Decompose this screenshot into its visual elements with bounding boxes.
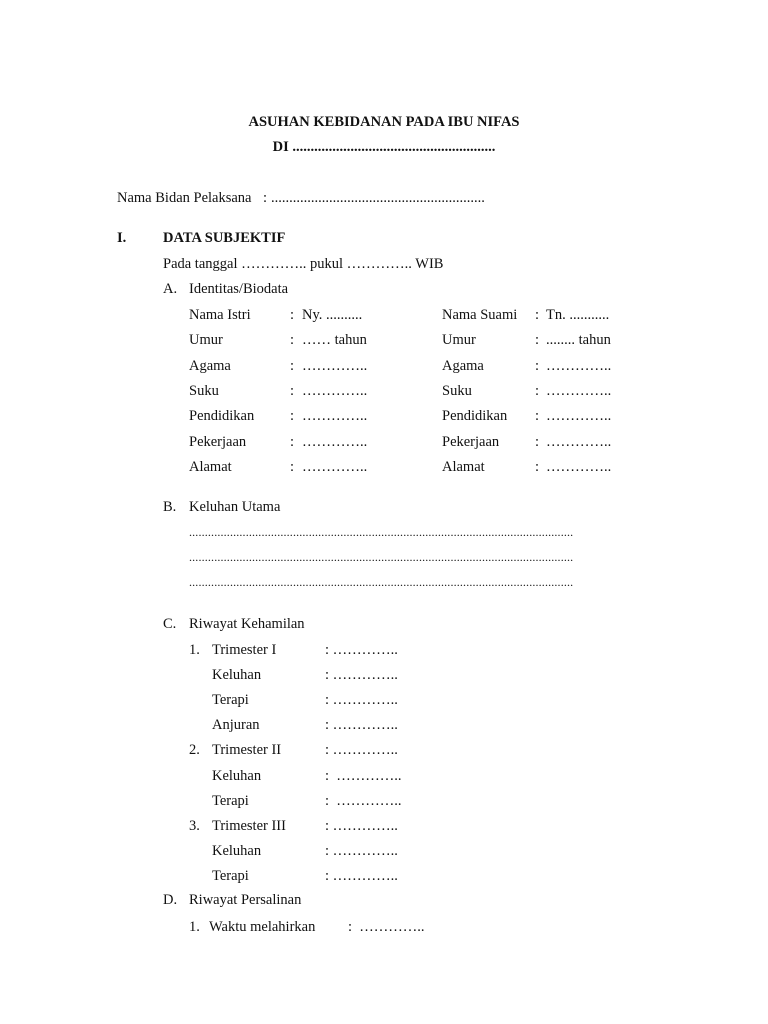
field-separator: : — [290, 307, 295, 323]
pregnancy-field-label: Anjuran — [212, 717, 260, 734]
husband-field-label: Suku — [442, 382, 472, 399]
delivery-item-number: 1. — [189, 919, 200, 935]
husband-field-label: Nama Suami — [442, 307, 518, 323]
wife-field-value: …… tahun — [302, 332, 367, 349]
midwife-label: Nama Bidan Pelaksana — [117, 190, 252, 206]
husband-field-label: Alamat — [442, 458, 485, 475]
field-separator: : — [535, 332, 540, 349]
field-separator: : — [290, 458, 295, 475]
field-separator: : — [535, 357, 540, 374]
midwife-sep: : — [263, 190, 268, 206]
pregnancy-field-label: Trimester III — [212, 817, 286, 834]
husband-field-value: ………….. — [546, 458, 612, 475]
trimester-number: 2. — [189, 742, 200, 759]
subsection-d-title: Riwayat Persalinan — [189, 892, 302, 908]
subsection-a-title: Identitas/Biodata — [189, 281, 289, 297]
pregnancy-field-label: Terapi — [212, 867, 249, 884]
field-separator: : — [290, 433, 295, 450]
field-separator: : — [535, 382, 540, 399]
subsection-c-letter: C. — [163, 616, 177, 632]
pregnancy-field-value: : ………….. — [325, 692, 398, 709]
field-separator: : — [290, 382, 295, 399]
husband-field-label: Pendidikan — [442, 408, 508, 425]
husband-field-value: ………….. — [546, 382, 612, 399]
trimester-number: 3. — [189, 817, 200, 834]
husband-field-value: ........ tahun — [546, 332, 611, 349]
field-separator: : — [290, 357, 295, 374]
field-separator: : — [290, 332, 295, 349]
delivery-item-value: : ………….. — [348, 919, 425, 935]
husband-field-value: ………….. — [546, 357, 612, 374]
pregnancy-field-value: : ………….. — [325, 792, 402, 809]
subsection-b-title: Keluhan Utama — [189, 499, 281, 515]
section-heading: DATA SUBJEKTIF — [163, 230, 286, 246]
delivery-item-label: Waktu melahirkan — [209, 919, 316, 935]
field-separator: : — [290, 408, 295, 425]
wife-field-value: Ny. .......... — [302, 307, 363, 323]
subsection-a-letter: A. — [163, 281, 178, 297]
husband-field-value: ………….. — [546, 408, 612, 425]
wife-field-label: Pekerjaan — [189, 433, 247, 450]
complaint-line: .......................................................................................................................... — [189, 575, 574, 589]
wife-field-value: ………….. — [302, 382, 368, 399]
wife-field-value: ………….. — [302, 458, 368, 475]
pregnancy-field-value: : ………….. — [325, 767, 402, 784]
pregnancy-field-value: : ………….. — [325, 717, 398, 734]
husband-field-value: Tn. ........... — [546, 307, 610, 323]
wife-field-value: ………….. — [302, 408, 368, 425]
wife-field-label: Suku — [189, 382, 219, 399]
wife-field-value: ………….. — [302, 357, 368, 374]
field-separator: : — [535, 307, 540, 323]
wife-field-label: Nama Istri — [189, 307, 251, 323]
pregnancy-field-value: : ………….. — [325, 842, 398, 859]
pregnancy-field-label: Trimester II — [212, 742, 282, 759]
document-title: ASUHAN KEBIDANAN PADA IBU NIFAS — [248, 114, 520, 130]
subsection-d-letter: D. — [163, 892, 178, 908]
field-separator: : — [535, 433, 540, 450]
wife-field-label: Alamat — [189, 458, 232, 475]
midwife-value: ........................................................... — [271, 190, 485, 206]
husband-field-label: Umur — [442, 332, 476, 349]
document-location: DI ........................................................ — [272, 139, 496, 155]
complaint-line: .......................................................................................................................... — [189, 550, 574, 564]
pregnancy-field-label: Terapi — [212, 692, 249, 709]
wife-field-value: ………….. — [302, 433, 368, 450]
pregnancy-field-label: Terapi — [212, 792, 249, 809]
pregnancy-field-label: Keluhan — [212, 842, 262, 859]
trimester-number: 1. — [189, 642, 200, 658]
pregnancy-field-label: Keluhan — [212, 667, 262, 684]
subsection-c-title: Riwayat Kehamilan — [189, 616, 305, 632]
husband-field-label: Agama — [442, 357, 484, 374]
pregnancy-field-value: : ………….. — [325, 817, 398, 834]
pregnancy-field-value: : ………….. — [325, 642, 398, 658]
field-separator: : — [535, 408, 540, 425]
date-line: Pada tanggal ………….. pukul ………….. WIB — [163, 256, 444, 272]
field-separator: : — [535, 458, 540, 475]
pregnancy-field-value: : ………….. — [325, 667, 398, 684]
pregnancy-field-value: : ………….. — [325, 867, 398, 884]
husband-field-value: ………….. — [546, 433, 612, 450]
subsection-b-letter: B. — [163, 499, 177, 515]
complaint-line: .......................................................................................................................... — [189, 525, 574, 539]
section-number: I. — [117, 230, 127, 246]
pregnancy-field-label: Trimester I — [212, 642, 277, 658]
pregnancy-field-label: Keluhan — [212, 767, 262, 784]
husband-field-label: Pekerjaan — [442, 433, 500, 450]
wife-field-label: Agama — [189, 357, 231, 374]
pregnancy-field-value: : ………….. — [325, 742, 398, 759]
wife-field-label: Pendidikan — [189, 408, 255, 425]
wife-field-label: Umur — [189, 332, 223, 349]
